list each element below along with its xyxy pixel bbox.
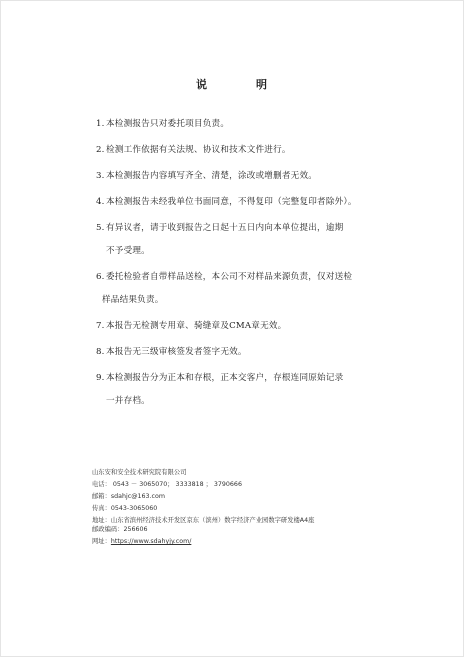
note-number: 1. bbox=[96, 119, 105, 129]
note-text: 本报告无检测专用章、骑缝章及CMA章无效。 bbox=[106, 321, 287, 331]
email-line: 邮箱：sdahjc@163.com bbox=[92, 493, 165, 500]
address-line: 地址：山东省滨州经济技术开发区京东（滨州）数字经济产业园数字研发楼A4座 bbox=[92, 517, 315, 524]
note-item-4 bbox=[96, 196, 396, 208]
note-number: 8. bbox=[96, 347, 105, 357]
notes-list bbox=[96, 118, 396, 421]
note-number: 3. bbox=[96, 171, 105, 181]
website-label: 网址： bbox=[92, 538, 111, 545]
note-number: 9. bbox=[96, 373, 105, 383]
fax-line: 传真：0543-3065060 bbox=[92, 505, 158, 512]
note-text-continuation: 样品结果负责。 bbox=[102, 295, 164, 305]
note-text-continuation: 一并存档。 bbox=[106, 396, 150, 406]
note-item-1 bbox=[96, 118, 396, 130]
note-text: 本检测报告分为正本和存根，正本交客户，存根连同原始记录 bbox=[106, 373, 344, 383]
contact-info bbox=[92, 468, 314, 546]
note-text: 检测工作依据有关法规、协议和技术文件进行。 bbox=[106, 145, 291, 155]
note-item-5 bbox=[96, 222, 396, 257]
postcode-line: 邮政编码：256606 bbox=[92, 526, 148, 533]
phone-line: 电话： 0543 － 3065070； 3333818 ； 3790666 bbox=[92, 481, 242, 488]
note-item-6 bbox=[96, 271, 396, 306]
note-text-continuation: 不予受理。 bbox=[106, 246, 150, 256]
website-line bbox=[92, 537, 314, 546]
note-number: 7. bbox=[96, 321, 105, 331]
company-name: 山东安和安全技术研究院有限公司 bbox=[92, 469, 187, 476]
note-text: 本报告无三级审核签发者签字无效。 bbox=[106, 347, 247, 357]
note-item-9 bbox=[96, 372, 396, 407]
note-number: 5. bbox=[96, 223, 105, 233]
page-title bbox=[0, 76, 464, 92]
note-item-7 bbox=[96, 320, 396, 332]
title-part-2: 明 bbox=[256, 78, 268, 91]
note-text: 有异议者，请于收到报告之日起十五日内向本单位提出，逾期 bbox=[106, 223, 344, 233]
note-number: 6. bbox=[96, 272, 105, 282]
title-part-1: 说 bbox=[196, 78, 208, 91]
note-item-3 bbox=[96, 170, 396, 182]
note-text: 本检测报告内容填写齐全、清楚，涂改或增删者无效。 bbox=[106, 171, 318, 181]
note-text: 本检测报告只对委托项目负责。 bbox=[106, 119, 230, 129]
note-number: 2. bbox=[96, 145, 105, 155]
note-number: 4. bbox=[96, 197, 105, 207]
note-item-2 bbox=[96, 144, 396, 156]
note-text: 委托检验者自带样品送检，本公司不对样品来源负责，仅对送检 bbox=[106, 272, 353, 282]
note-text: 本检测报告未经我单位书面同意，不得复印（完整复印者除外）。 bbox=[106, 197, 357, 207]
note-item-8 bbox=[96, 346, 396, 358]
website-link[interactable]: https://www.sdahyjy.com/ bbox=[110, 538, 192, 545]
